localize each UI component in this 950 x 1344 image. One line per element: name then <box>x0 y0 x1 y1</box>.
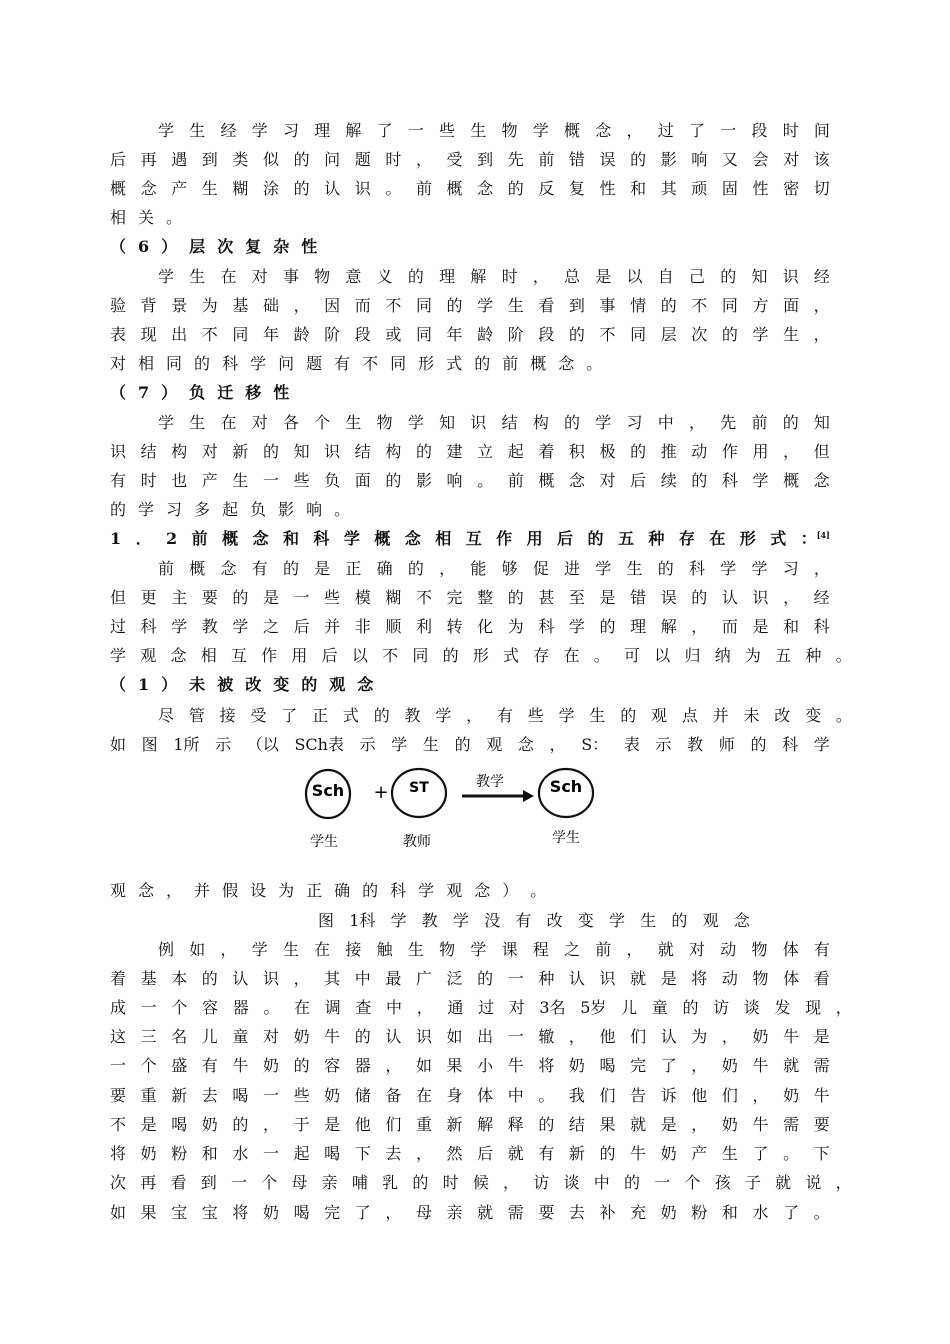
student-circle-right-label: Sch <box>549 777 583 796</box>
student-circle-left-label: Sch <box>311 781 345 800</box>
citation-superscript: [4] <box>816 530 830 540</box>
teaching-arrow-label: 教学 <box>476 774 504 790</box>
figure-caption: 图 1科 学 教 学 没 有 改 变 学 生 的 观 念 <box>318 911 750 930</box>
student-caption-left: 学生 <box>310 834 338 850</box>
paragraph-line: 这 三 名 儿 童 对 奶 牛 的 认 识 如 出 一 辙 ， 他 们 认 为 ， 奶 牛 是 <box>110 1027 830 1046</box>
paragraph-line: 有 时 也 产 生 一 些 负 面 的 影 响 。 前 概 念 对 后 续 的 科 学 概 念 <box>110 471 830 490</box>
paragraph-line: 要 重 新 去 喝 一 些 奶 储 备 在 身 体 中 。 我 们 告 诉 他 们 ， 奶 牛 <box>110 1086 830 1105</box>
paragraph-line: 前 概 念 有 的 是 正 确 的 ， 能 够 促 进 学 生 的 科 学 学 习 ， <box>158 559 830 578</box>
paragraph-line: 次 再 看 到 一 个 母 亲 哺 乳 的 时 候 ， 访 谈 中 的 一 个 孩 子 就 说 ， <box>110 1173 852 1192</box>
paragraph-line: 后 再 遇 到 类 似 的 问 题 时 ， 受 到 先 前 错 误 的 影 响 又 会 对 该 <box>110 150 830 169</box>
paragraph-line: 如 果 宝 宝 将 奶 喝 完 了 ， 母 亲 就 需 要 去 补 充 奶 粉 和 水 了 。 <box>110 1203 830 1222</box>
paragraph-line: 例 如 ， 学 生 在 接 触 生 物 学 课 程 之 前 ， 就 对 动 物 体 有 <box>158 940 830 959</box>
paragraph-line: 一 个 盛 有 牛 奶 的 容 器 ， 如 果 小 牛 将 奶 喝 完 了 ， 奶 牛 就 需 <box>110 1056 830 1075</box>
paragraph-line: 成 一 个 容 器 。 在 调 查 中 ， 通 过 对 3名 5岁 儿 童 的 访 谈 发 现 ， <box>110 998 852 1017</box>
paragraph-line: 着 基 本 的 认 识 ， 其 中 最 广 泛 的 一 种 认 识 就 是 将 动 物 体 看 <box>110 969 830 988</box>
paragraph-line: 学 生 在 对 事 物 意 义 的 理 解 时 ， 总 是 以 自 己 的 知 识 经 <box>158 267 830 286</box>
paragraph-line: 将 奶 粉 和 水 一 起 喝 下 去 ， 然 后 就 有 新 的 牛 奶 产 生 了 。 下 <box>110 1144 830 1163</box>
paragraph-line: 表 现 出 不 同 年 龄 阶 段 或 同 年 龄 阶 段 的 不 同 层 次 的 学 生 ， <box>110 325 830 344</box>
paragraph-line: 识 结 构 对 新 的 知 识 结 构 的 建 立 起 着 积 极 的 推 动 作 用 ， 但 <box>110 442 830 461</box>
paragraph-line: 学 生 在 对 各 个 生 物 学 知 识 结 构 的 学 习 中 ， 先 前 的 知 <box>158 413 830 432</box>
paragraph-line: 不 是 喝 奶 的 ， 于 是 他 们 重 新 解 释 的 结 果 就 是 ， 奶 牛 需 要 <box>110 1115 830 1134</box>
figure-1-diagram <box>290 760 620 860</box>
section-heading: 1 ． 2 前 概 念 和 科 学 概 念 相 互 作 用 后 的 五 种 存 在 形 式 ：[4] <box>110 529 830 548</box>
teacher-caption: 教师 <box>403 834 431 850</box>
paragraph-line: 的 学 习 多 起 负 影 响 。 <box>110 500 351 519</box>
section-heading: （ 1 ） 未 被 改 变 的 观 念 <box>110 675 374 694</box>
paragraph-line: 对 相 同 的 科 学 问 题 有 不 同 形 式 的 前 概 念 。 <box>110 354 603 373</box>
paragraph-line: 但 更 主 要 的 是 一 些 模 糊 不 完 整 的 甚 至 是 错 误 的 认 识 ， 经 <box>110 588 830 607</box>
student-caption-right: 学生 <box>552 830 580 846</box>
section-heading: （ 6 ） 层 次 复 杂 性 <box>110 237 318 256</box>
paragraph-line: 观 念 ， 并 假 设 为 正 确 的 科 学 观 念 ） 。 <box>110 881 547 900</box>
paragraph-line: 过 科 学 教 学 之 后 并 非 顺 利 转 化 为 科 学 的 理 解 ， 而 是 和 科 <box>110 617 830 636</box>
paragraph-line: 尽 管 接 受 了 正 式 的 教 学 ， 有 些 学 生 的 观 点 并 未 改 变 。 <box>158 706 852 725</box>
paragraph-line: 如 图 1所 示 （以 SCh表 示 学 生 的 观 念 ， S： 表 示 教 师 的 科 学 <box>110 735 830 754</box>
paragraph-line: 验 背 景 为 基 础 ， 因 而 不 同 的 学 生 看 到 事 情 的 不 同 方 面 ， <box>110 296 830 315</box>
paragraph-line: 学 观 念 相 互 作 用 后 以 不 同 的 形 式 存 在 。 可 以 归 纳 为 五 种 。 <box>110 646 852 665</box>
teacher-circle-label: ST <box>409 780 429 796</box>
paragraph-line: 概 念 产 生 糊 涂 的 认 识 。 前 概 念 的 反 复 性 和 其 顽 固 性 密 切 <box>110 179 830 198</box>
teaching-arrow-head <box>523 790 534 802</box>
section-heading: （ 7 ） 负 迁 移 性 <box>110 383 290 402</box>
paragraph-line: 学 生 经 学 习 理 解 了 一 些 生 物 学 概 念 ， 过 了 一 段 时 间 <box>158 121 830 140</box>
paragraph-line: 相 关 。 <box>110 208 183 227</box>
plus-sign: + <box>373 782 389 803</box>
